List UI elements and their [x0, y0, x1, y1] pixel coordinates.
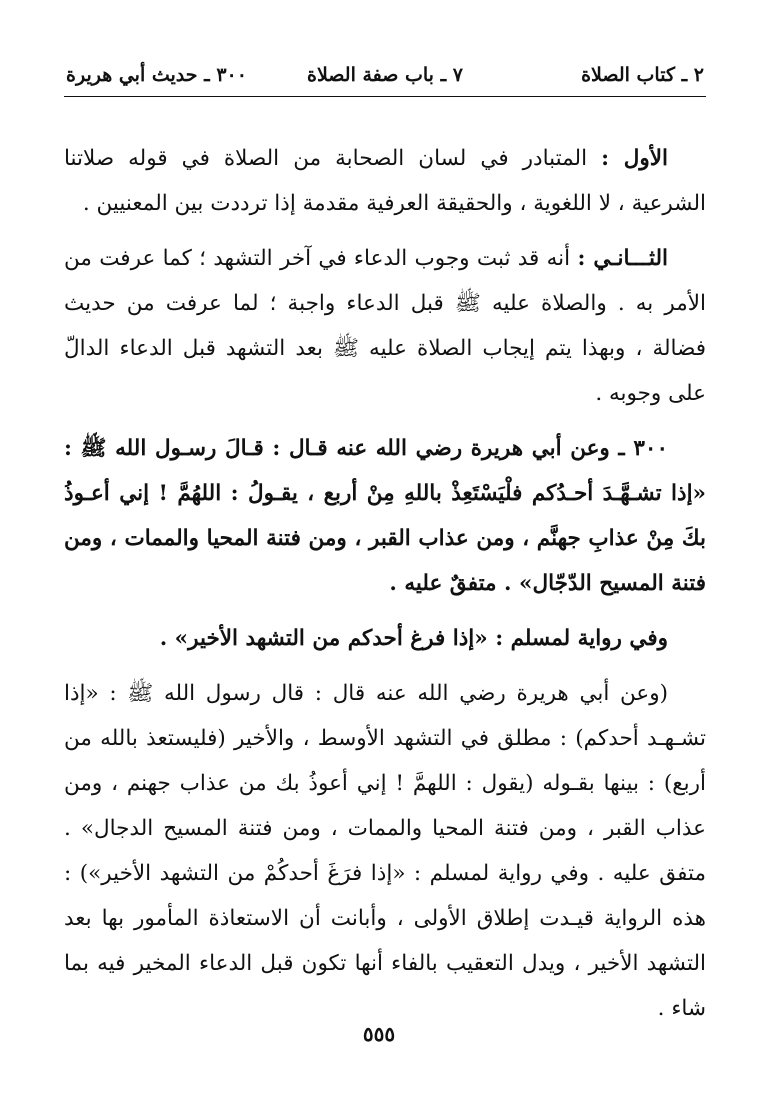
narration-text: وفي رواية لمسلم : «إذا فرغ أحدكم من التشهد الأخير» . [159, 626, 668, 651]
commentary-paragraph [64, 671, 706, 1031]
header-hadith: ٣٠٠ ـ حديث أبي هريرة [66, 64, 247, 86]
hadith-300-text [64, 426, 706, 606]
page-number: ٥٥٥ [362, 1022, 396, 1046]
header-chapter: ٢ ـ كتاب الصلاة [581, 64, 704, 86]
paragraph-text: المتبادر في لسان الصحابة من الصلاة في قوله صلاتنا الشرعية ، لا اللغوية ، والحقيقة العرفية مقدمة إذا ترددت بين المعنيين . [64, 146, 706, 216]
header-section: ٧ ـ باب صفة الصلاة [307, 64, 463, 86]
paragraph-first-point [64, 136, 706, 226]
paragraph-second-point [64, 236, 706, 416]
muslim-narration [64, 616, 706, 661]
paragraph-text: أنه قد ثبت وجوب الدعاء في آخر التشهد ؛ كما عرفت من الأمر به . والصلاة عليه ﷺ قبل الدعاء واجبة ؛ لما عرفت من حديث فضالة ، وبهذا يتم إيجاب الصلاة عليه ﷺ بعد التشهد قبل الدعاء الدالّ على وجوبه . [64, 246, 706, 406]
paragraph-lead: الأول : [601, 146, 668, 171]
paragraph-lead: الثـــانـي : [577, 246, 668, 271]
header-divider [64, 96, 706, 97]
running-header [66, 58, 704, 94]
commentary-text: (وعن أبي هريرة رضي الله عنه قال : قال رسول الله ﷺ : «إذا تشـهـد أحدكم) : مطلق في التشهد الأوسط ، والأخير (فليستعذ بالله من أربع) : بينها بقـوله (يقول : اللهمَّ ! إني أعوذُ بك من عذاب جهنم ، ومن عذاب القبر ، ومن فتنة المحيا والممات ، ومن فتنة المسيح الدجال» . متفق عليه . وفي رواية لمسلم : «إذا فرَغَ أحدكُمْ من التشهد الأخير») : هذه الرواية قيـدت إطلاق الأولى ، وأبانت أن الاستعاذة المأمور بها بعد التشهد الأخير ، ويدل التعقيب بالفاء أنها تكون قبل الدعاء المخير فيه بما شاء . [64, 681, 706, 1021]
hadith-text: ٣٠٠ ـ وعن أبي هريرة رضي الله عنه قـال : قـالَ رسـول الله ﷺ : «إذا تشـهَّـدَ أحـدُكم فلْيَسْتَعِذْ باللهِ مِنْ أربع ، يقـولُ : اللهُمَّ ! إني أعـوذُ بكَ مِنْ عذابِ جهنَّم ، ومن عذاب القبر ، ومن فتنة المحيا والممات ، ومن فتنة المسيح الدّجّال» . متفقٌ عليه . [64, 436, 706, 596]
page-body [64, 136, 706, 1041]
